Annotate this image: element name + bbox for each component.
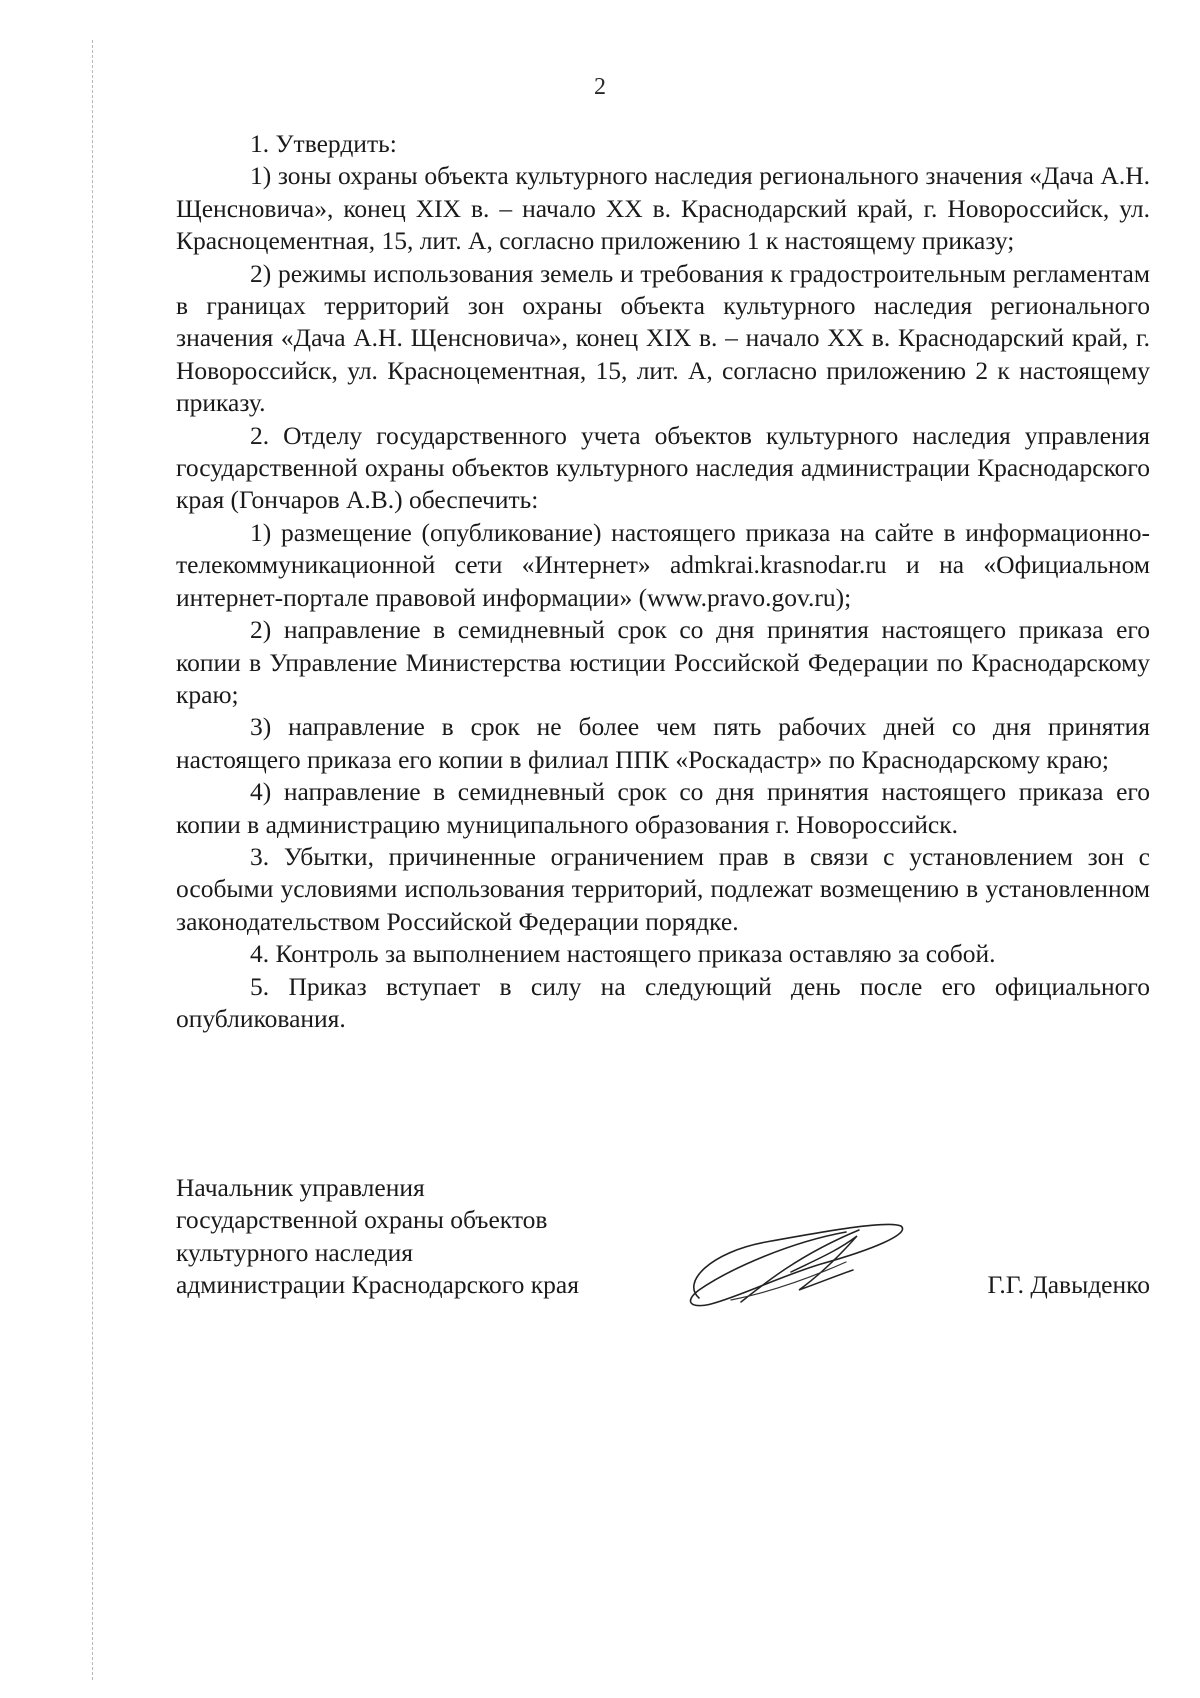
signer-title-line: государственной охраны объектов xyxy=(176,1205,548,1235)
signature-block xyxy=(176,1172,1150,1332)
handwritten-signature xyxy=(671,1212,911,1312)
signer-title-line: администрации Краснодарского края xyxy=(176,1270,579,1300)
scan-margin-line xyxy=(92,40,93,1680)
paragraph-subitem-2-1: 1) размещение (опубликование) настоящего приказа на сайте в информационно-телекоммуникационной сети «Интернет» admkrai.krasnodar.ru и на «Официальном интернет-портале правовой информации» (www.pravo.gov.ru); xyxy=(176,517,1150,612)
paragraph-subitem-1-1: 1) зоны охраны объекта культурного наследия регионального значения «Дача А.Н. Щенсновича», конец XIX в. – начало XX в. Краснодарский край, г. Новороссийск, ул. Красноцементная, 15, лит. А, согласно приложению 1 к настоящему приказу; xyxy=(176,161,1150,256)
paragraph-item-2: 2. Отделу государственного учета объектов культурного наследия управления государственной охраны объектов культурного наследия администрации Краснодарского края (Гончаров А.В.) обеспечить: xyxy=(176,420,1150,515)
paragraph-item-3: 3. Убытки, причиненные ограничением прав в связи с установлением зон с особыми условиями использования территорий, подлежат возмещению в установленном законодательством Российской Федерации порядке. xyxy=(176,841,1150,936)
signer-title-line: Начальник управления xyxy=(176,1173,425,1202)
signer-name: Г.Г. Давыденко xyxy=(987,1270,1150,1299)
signer-title-line: культурного наследия xyxy=(176,1237,414,1267)
paragraph-subitem-2-2: 2) направление в семидневный срок со дня принятия настоящего приказа его копии в Управление Министерства юстиции Российской Федерации по Краснодарскому краю; xyxy=(176,615,1150,709)
paragraph-subitem-1-2: 2) режимы использования земель и требования к градостроительным регламентам в границах территорий зон охраны объекта культурного наследия регионального значения «Дача А.Н. Щенсновича», конец XIX в. – начало XX в. Краснодарский край, г. Новороссийск, ул. Красноцементная, 15, лит. А, согласно приложению 2 к настоящему приказу. xyxy=(176,258,1150,418)
document-body xyxy=(176,128,1150,1035)
paragraph-item-5: 5. Приказ вступает в силу на следующий день после его официального опубликования. xyxy=(176,971,1150,1033)
paragraph-subitem-2-3: 3) направление в срок не более чем пять рабочих дней со дня принятия настоящего приказа его копии в филиал ППК «Роскадастр» по Краснодарскому краю; xyxy=(176,712,1150,774)
paragraph-subitem-2-4: 4) направление в семидневный срок со дня принятия настоящего приказа его копии в администрацию муниципального образования г. Новороссийск. xyxy=(176,777,1150,839)
paragraph-item-4: 4. Контроль за выполнением настоящего приказа оставляю за собой. xyxy=(250,939,996,969)
paragraph-item-1: 1. Утвердить: xyxy=(250,129,397,158)
page-number: 2 xyxy=(594,74,606,100)
